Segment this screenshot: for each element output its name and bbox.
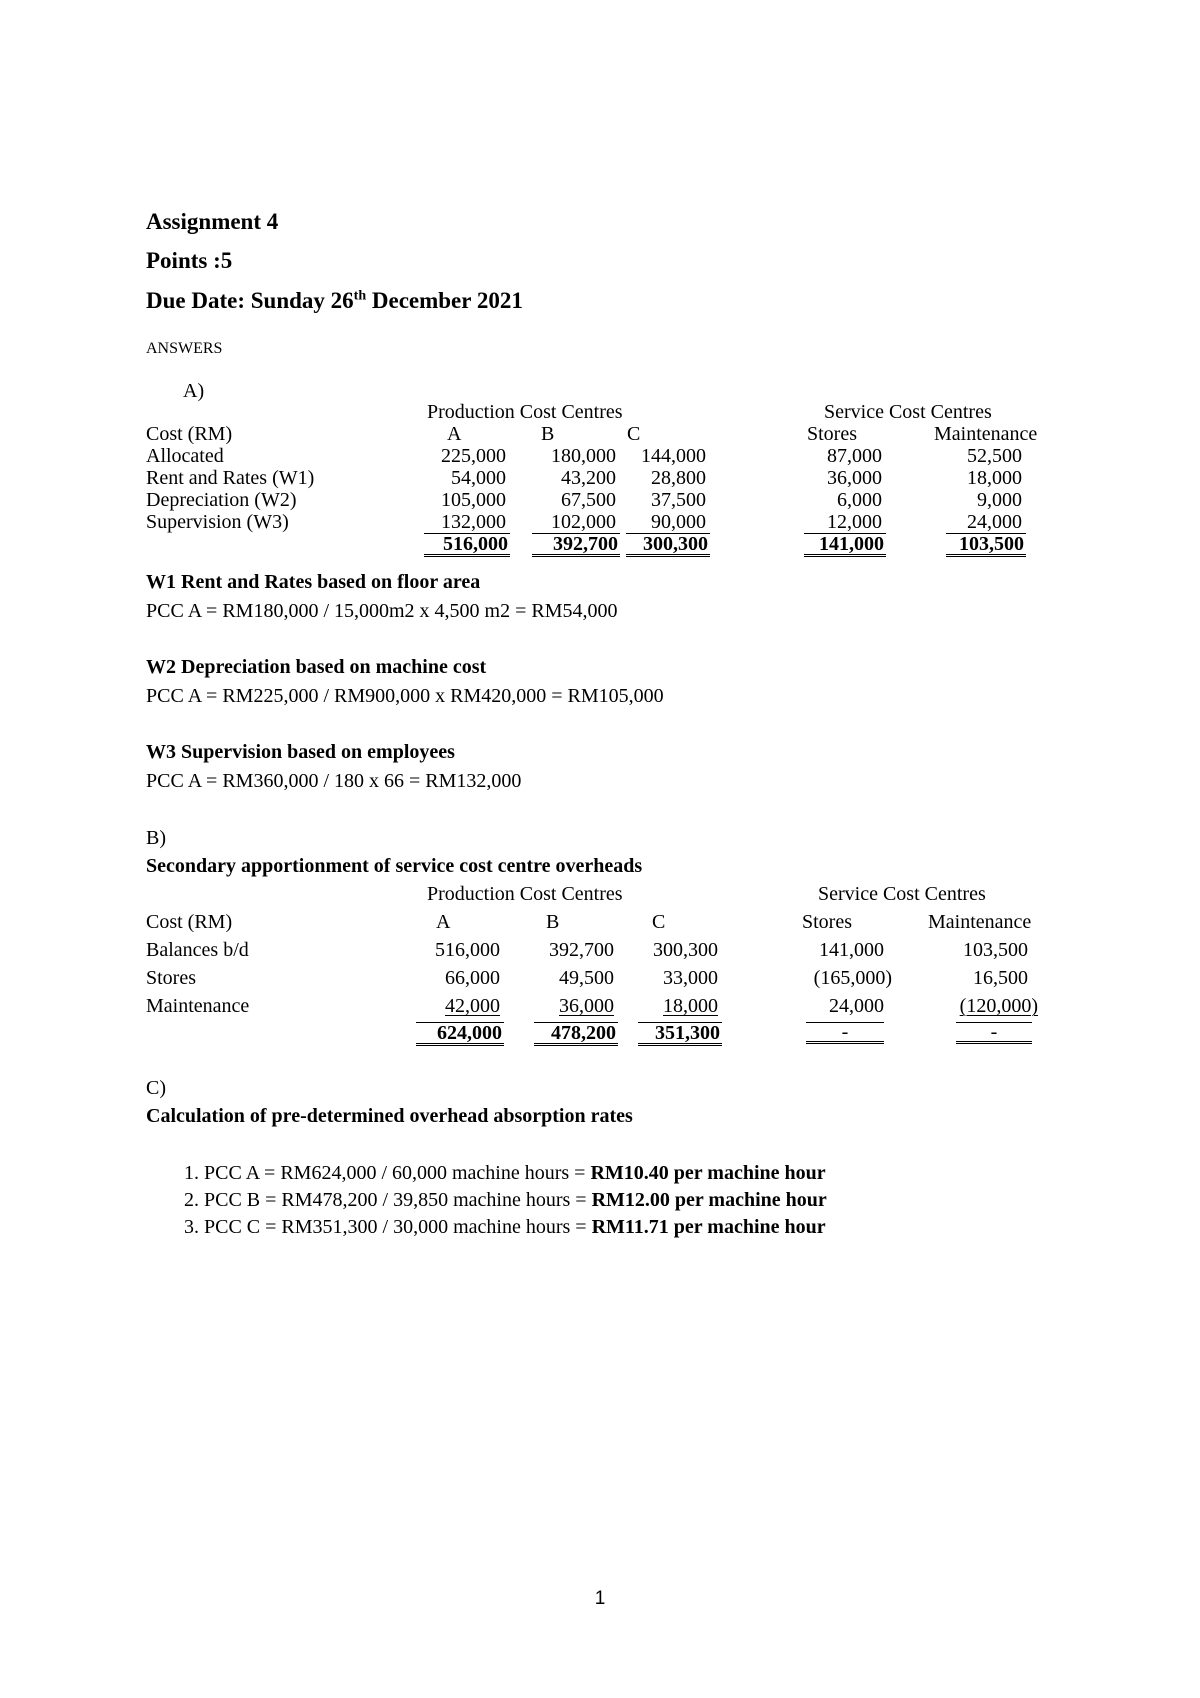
a-total: 141,000 xyxy=(804,533,886,557)
assignment-title: Assignment 4 xyxy=(146,209,279,234)
a-cell: 9,000 xyxy=(977,489,1022,511)
rate-text: PCC B = RM478,200 / 39,850 machine hours = xyxy=(204,1189,592,1211)
b-header-c: C xyxy=(652,911,666,933)
b-cell: 516,000 xyxy=(435,939,500,961)
a-group-production: Production Cost Centres xyxy=(427,401,623,423)
a-cell: 180,000 xyxy=(551,445,616,467)
b-cell: 42,000 xyxy=(445,995,500,1017)
page-number: 1 xyxy=(594,1588,606,1609)
b-cell: (165,000) xyxy=(813,967,892,989)
b-total: 624,000 xyxy=(416,1022,504,1046)
a-cell: 67,500 xyxy=(561,489,616,511)
b-header-b: B xyxy=(546,911,560,933)
a-row-label: Allocated xyxy=(146,445,224,467)
b-row-label: Balances b/d xyxy=(146,939,249,961)
rate-num: 3. xyxy=(184,1216,199,1238)
points-label: Points :5 xyxy=(146,248,233,273)
a-cell: 105,000 xyxy=(441,489,506,511)
b-total: - xyxy=(806,1022,884,1044)
a-cell: 36,000 xyxy=(827,467,882,489)
b-cell: (120,000) xyxy=(959,995,1038,1017)
due-date-sup: th xyxy=(353,288,367,304)
part-b-title: Secondary apportionment of service cost centre overheads xyxy=(146,855,643,877)
a-total: 516,000 xyxy=(424,533,510,557)
a-cell: 144,000 xyxy=(641,445,706,467)
a-row-label: Rent and Rates (W1) xyxy=(146,467,315,489)
a-header-maintenance: Maintenance xyxy=(934,423,1038,445)
a-total: 300,300 xyxy=(626,533,710,557)
a-group-service: Service Cost Centres xyxy=(824,401,992,423)
b-row-label: Stores xyxy=(146,967,196,989)
a-header-a: A xyxy=(447,423,462,445)
a-total: 392,700 xyxy=(532,533,620,557)
b-cell: 36,000 xyxy=(559,995,614,1017)
a-cell: 28,800 xyxy=(651,467,706,489)
part-b-label: B) xyxy=(146,827,166,849)
rate-result: RM10.40 per machine hour xyxy=(590,1162,826,1184)
w2-formula: PCC A = RM225,000 / RM900,000 x RM420,000 = RM105,000 xyxy=(146,685,664,707)
b-cell: 103,500 xyxy=(963,939,1028,961)
a-header-stores: Stores xyxy=(807,423,857,445)
a-cell: 132,000 xyxy=(441,511,506,533)
a-cell: 52,500 xyxy=(967,445,1022,467)
a-cell: 24,000 xyxy=(967,511,1022,533)
rate-text: PCC C = RM351,300 / 30,000 machine hours = xyxy=(204,1216,592,1238)
w3-formula: PCC A = RM360,000 / 180 x 66 = RM132,000 xyxy=(146,770,522,792)
rate-item-2 xyxy=(184,1189,827,1212)
rate-text: PCC A = RM624,000 / 60,000 machine hours = xyxy=(204,1162,591,1184)
b-cell: 16,500 xyxy=(973,967,1028,989)
b-group-service: Service Cost Centres xyxy=(818,883,986,905)
b-header-maintenance: Maintenance xyxy=(928,911,1032,933)
w1-title: W1 Rent and Rates based on floor area xyxy=(146,571,481,593)
b-cell: 66,000 xyxy=(445,967,500,989)
b-cell: 300,300 xyxy=(653,939,718,961)
rate-num: 2. xyxy=(184,1189,199,1211)
b-row-label: Maintenance xyxy=(146,995,250,1017)
a-cell: 54,000 xyxy=(451,467,506,489)
a-header-b: B xyxy=(541,423,555,445)
a-cell: 225,000 xyxy=(441,445,506,467)
rate-num: 1. xyxy=(184,1162,199,1184)
due-date xyxy=(146,288,523,314)
a-cell: 43,200 xyxy=(561,467,616,489)
rate-item-3 xyxy=(184,1216,826,1239)
a-cell: 6,000 xyxy=(837,489,882,511)
rate-item-1 xyxy=(184,1162,826,1185)
b-cell: 392,700 xyxy=(549,939,614,961)
b-header-a: A xyxy=(436,911,451,933)
b-cell: 18,000 xyxy=(663,995,718,1017)
answers-label: ANSWERS xyxy=(146,340,223,357)
b-cell: 33,000 xyxy=(663,967,718,989)
due-date-prefix: Due Date: Sunday 26 xyxy=(146,288,354,313)
w1-formula: PCC A = RM180,000 / 15,000m2 x 4,500 m2 = RM54,000 xyxy=(146,600,618,622)
a-cell: 90,000 xyxy=(651,511,706,533)
b-total: 351,300 xyxy=(638,1022,722,1046)
rate-result: RM11.71 per machine hour xyxy=(591,1216,826,1238)
b-cell: 24,000 xyxy=(829,995,884,1017)
b-total: 478,200 xyxy=(534,1022,618,1046)
a-row-label: Depreciation (W2) xyxy=(146,489,297,511)
part-a-label: A) xyxy=(183,380,205,402)
rate-result: RM12.00 per machine hour xyxy=(591,1189,827,1211)
a-header-c: C xyxy=(627,423,641,445)
part-c-label: C) xyxy=(146,1077,166,1099)
w3-title: W3 Supervision based on employees xyxy=(146,741,455,763)
b-total: - xyxy=(956,1022,1032,1044)
b-group-production: Production Cost Centres xyxy=(427,883,623,905)
w2-title: W2 Depreciation based on machine cost xyxy=(146,656,487,678)
b-cell: 49,500 xyxy=(559,967,614,989)
a-cell: 102,000 xyxy=(551,511,616,533)
b-header-stores: Stores xyxy=(802,911,852,933)
part-c-title: Calculation of pre-determined overhead absorption rates xyxy=(146,1105,633,1127)
a-header-cost: Cost (RM) xyxy=(146,423,233,445)
a-cell: 12,000 xyxy=(827,511,882,533)
a-total: 103,500 xyxy=(946,533,1026,557)
a-row-label: Supervision (W3) xyxy=(146,511,289,533)
a-cell: 18,000 xyxy=(967,467,1022,489)
due-date-suffix: December 2021 xyxy=(366,288,523,313)
b-cell: 141,000 xyxy=(819,939,884,961)
b-header-cost: Cost (RM) xyxy=(146,911,233,933)
a-cell: 87,000 xyxy=(827,445,882,467)
a-cell: 37,500 xyxy=(651,489,706,511)
